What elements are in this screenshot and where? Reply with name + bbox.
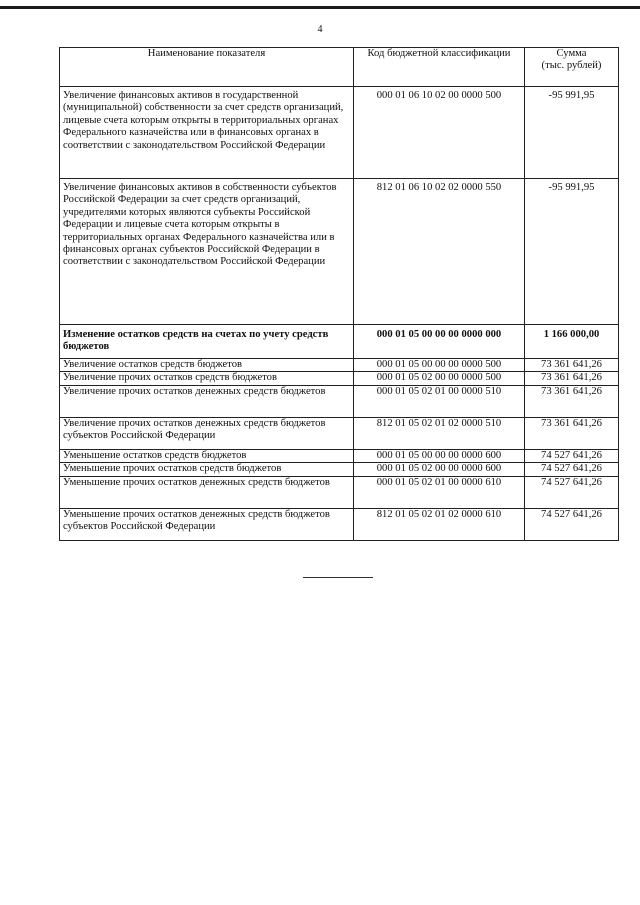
row-sum: 73 361 641,26 [525,359,619,372]
row-code: 000 01 05 02 01 00 0000 610 [354,476,525,508]
row-sum: -95 991,95 [525,87,619,179]
header-sum-title: Сумма [556,48,587,59]
row-sum: 1 166 000,00 [525,325,619,359]
row-code: 812 01 05 02 01 02 0000 610 [354,508,525,540]
table-row [60,385,619,417]
row-name: Увеличение прочих остатков денежных средств бюджетов субъектов Российской Федерации [60,417,354,449]
table-header-row [60,48,619,87]
row-name: Увеличение финансовых активов в собственности субъектов Российской Федерации за счет средств организаций, учредителями которых являются субъекты Российской Федерации и лицевые счета которым открыты в территориальных органах Федерального казначейства или в финансовых органах субъектов Российской Федерации в соответствии с законодательством Российской Федерации [60,179,354,325]
table-row [60,476,619,508]
row-sum: 73 361 641,26 [525,372,619,385]
row-sum: 74 527 641,26 [525,476,619,508]
row-sum: 73 361 641,26 [525,385,619,417]
row-sum: -95 991,95 [525,179,619,325]
row-code: 812 01 05 02 01 02 0000 510 [354,417,525,449]
table-row [60,449,619,462]
table-row [60,87,619,179]
row-code: 000 01 05 00 00 00 0000 600 [354,449,525,462]
row-sum: 73 361 641,26 [525,417,619,449]
row-name: Уменьшение прочих остатков средств бюджетов [60,463,354,476]
row-code: 000 01 05 02 00 00 0000 500 [354,372,525,385]
row-name: Увеличение прочих остатков денежных средств бюджетов [60,385,354,417]
table-row [60,179,619,325]
table-row [60,463,619,476]
budget-sources-table [59,47,619,541]
row-name: Уменьшение остатков средств бюджетов [60,449,354,462]
row-name: Увеличение финансовых активов в государственной (муниципальной) собственности за счет средств организаций, лицевые счета которым открыты в территориальных органах Федерального казначейства или в финансовых органах в соответствии с законодательством Российской Федерации [60,87,354,179]
row-code: 000 01 05 02 00 00 0000 600 [354,463,525,476]
closing-rule [303,577,373,578]
header-sum [525,48,619,87]
row-code: 000 01 05 00 00 00 0000 000 [354,325,525,359]
row-name: Изменение остатков средств на счетах по учету средств бюджетов [60,325,354,359]
row-sum: 74 527 641,26 [525,508,619,540]
header-sum-unit: (тыс. рублей) [541,60,602,72]
table-row [60,417,619,449]
row-name: Увеличение остатков средств бюджетов [60,359,354,372]
row-code: 812 01 06 10 02 02 0000 550 [354,179,525,325]
row-code: 000 01 05 00 00 00 0000 500 [354,359,525,372]
header-indicator-name: Наименование показателя [60,48,354,87]
row-name: Уменьшение прочих остатков денежных средств бюджетов субъектов Российской Федерации [60,508,354,540]
table-row [60,508,619,540]
row-sum: 74 527 641,26 [525,449,619,462]
page-number: 4 [317,24,323,35]
table-row [60,359,619,372]
top-border-rule [0,6,640,9]
row-code: 000 01 06 10 02 00 0000 500 [354,87,525,179]
row-sum: 74 527 641,26 [525,463,619,476]
row-name: Уменьшение прочих остатков денежных средств бюджетов [60,476,354,508]
header-budget-code: Код бюджетной классификации [354,48,525,87]
table-row [60,372,619,385]
row-name: Увеличение прочих остатков средств бюджетов [60,372,354,385]
row-code: 000 01 05 02 01 00 0000 510 [354,385,525,417]
table-row [60,325,619,359]
